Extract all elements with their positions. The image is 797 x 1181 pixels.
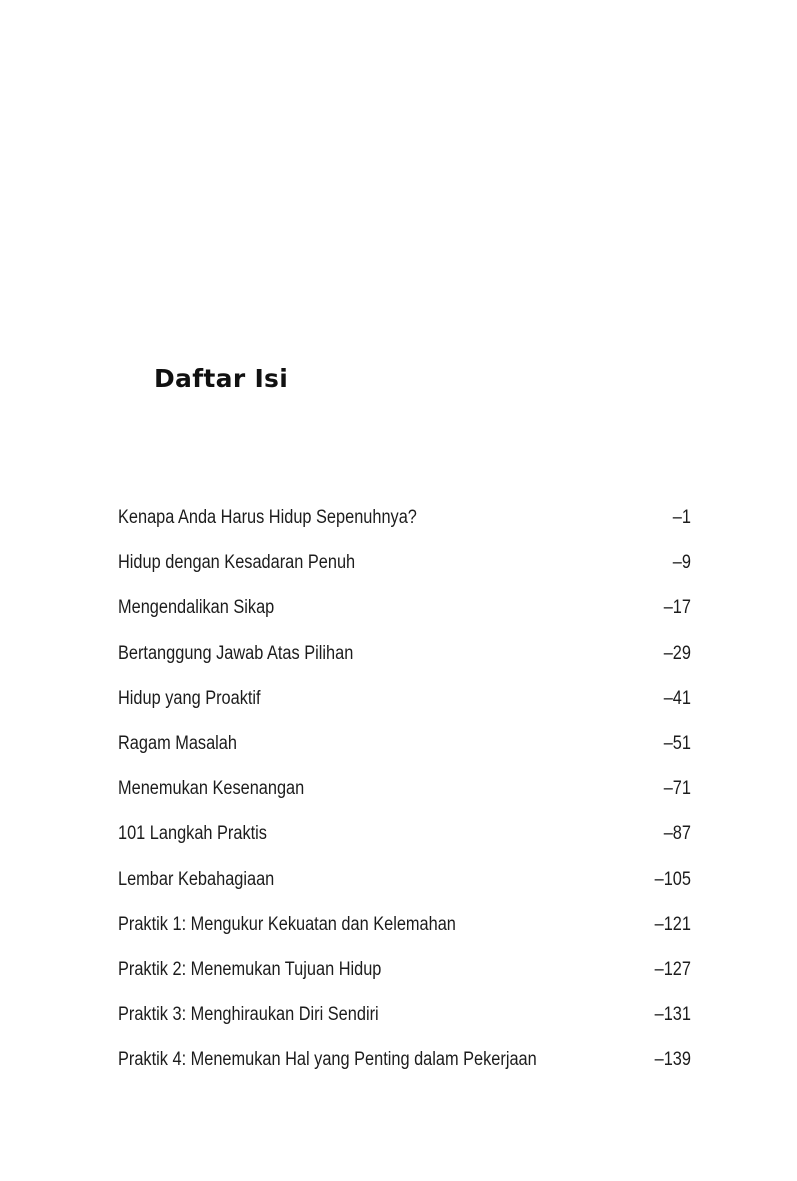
toc-entry [118,688,691,733]
toc-entry-page: –139 [654,1049,691,1071]
toc-entry-title: Ragam Masalah [118,732,237,754]
toc-entry-title: Praktik 1: Mengukur Kekuatan dan Kelemahan [118,913,456,935]
toc-entry-title: Bertanggung Jawab Atas Pilihan [118,642,354,664]
toc-entry-page: –127 [654,958,691,980]
toc-entry [118,507,691,552]
toc-entry [118,823,691,868]
toc-entry-title: 101 Langkah Praktis [118,823,267,845]
toc-entry [118,914,691,959]
toc-entry [118,733,691,778]
toc-entry-page: –9 [672,552,691,574]
toc-entry-title: Praktik 2: Menemukan Tujuan Hidup [118,958,382,980]
page-title: Daftar Isi [154,364,289,393]
toc-entry-title: Mengendalikan Sikap [118,597,275,619]
toc-entry-title: Kenapa Anda Harus Hidup Sepenuhnya? [118,507,417,528]
toc-entry-page: –87 [663,823,691,845]
toc-entry [118,778,691,823]
toc-entry-page: –1 [672,507,691,528]
toc-entry-page: –51 [663,732,691,754]
toc-entry [118,1049,691,1094]
toc-entry-title: Praktik 3: Menghiraukan Diri Sendiri [118,1004,379,1026]
toc-entry [118,552,691,597]
toc-entry-title: Lembar Kebahagiaan [118,868,275,890]
toc-entry [118,959,691,1004]
toc-entry-page: –71 [663,778,691,800]
toc-entry-page: –29 [663,642,691,664]
toc-entry-title: Menemukan Kesenangan [118,778,305,800]
toc-entry [118,597,691,642]
table-of-contents [118,507,691,1094]
toc-entry [118,643,691,688]
toc-entry-title: Hidup dengan Kesadaran Penuh [118,552,356,574]
toc-entry [118,1004,691,1049]
toc-entry-page: –17 [663,597,691,619]
toc-entry-page: –131 [654,1004,691,1026]
toc-entry-page: –105 [654,868,691,890]
toc-entry-page: –121 [654,913,691,935]
toc-entry-title: Hidup yang Proaktif [118,687,261,709]
toc-entry-title: Praktik 4: Menemukan Hal yang Penting dalam Pekerjaan [118,1049,537,1071]
toc-entry [118,869,691,914]
toc-entry-page: –41 [663,687,691,709]
